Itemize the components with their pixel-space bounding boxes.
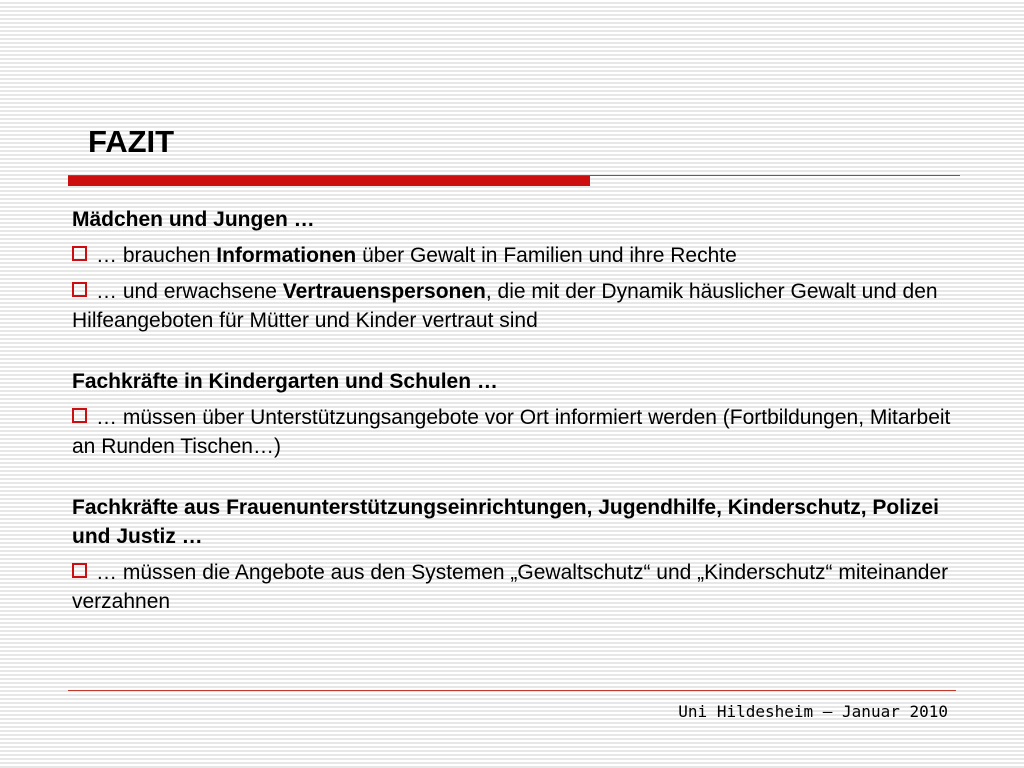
section-heading-professionals: Fachkräfte aus Frauenunterstützungseinrichtungen, Jugendhilfe, Kinderschutz, Polizei und Justiz … bbox=[72, 496, 939, 548]
section-heading-schools: Fachkräfte in Kindergarten und Schulen … bbox=[72, 370, 498, 393]
hollow-square-icon bbox=[72, 563, 87, 578]
bullet-text-pre: … brauchen bbox=[96, 244, 217, 267]
bullet-text-post: , die mit der Dynamik häuslicher Gewalt und den Hilfeangeboten für Mütter und Kinder vertraut sind bbox=[72, 280, 938, 332]
bullet-systems-integration bbox=[72, 558, 962, 616]
bullet-text-bold: Vertrauenspersonen bbox=[282, 280, 486, 303]
bullet-trusted-persons bbox=[72, 277, 962, 335]
hollow-square-icon bbox=[72, 282, 87, 297]
bullet-support-offers bbox=[72, 403, 962, 461]
slide-title: FAZIT bbox=[88, 124, 175, 159]
footer-divider bbox=[68, 690, 956, 691]
title-accent-bar bbox=[68, 176, 590, 186]
slide-body bbox=[72, 205, 962, 616]
footer-text: Uni Hildesheim – Januar 2010 bbox=[678, 702, 948, 721]
spacer bbox=[72, 335, 962, 367]
bullet-text: … müssen die Angebote aus den Systemen „Gewaltschutz“ und „Kinderschutz“ miteinander verzahnen bbox=[72, 561, 949, 613]
spacer bbox=[72, 461, 962, 493]
hollow-square-icon bbox=[72, 246, 87, 261]
bullet-information bbox=[72, 241, 962, 270]
section-heading-children: Mädchen und Jungen … bbox=[72, 208, 315, 231]
bullet-text: … müssen über Unterstützungsangebote vor Ort informiert werden (Fortbildungen, Mitarbeit an Runden Tischen…) bbox=[72, 406, 951, 458]
bullet-text-pre: … und erwachsene bbox=[96, 280, 283, 303]
bullet-text-post: über Gewalt in Familien und ihre Rechte bbox=[356, 244, 737, 267]
bullet-text-bold: Informationen bbox=[216, 244, 357, 267]
hollow-square-icon bbox=[72, 408, 87, 423]
